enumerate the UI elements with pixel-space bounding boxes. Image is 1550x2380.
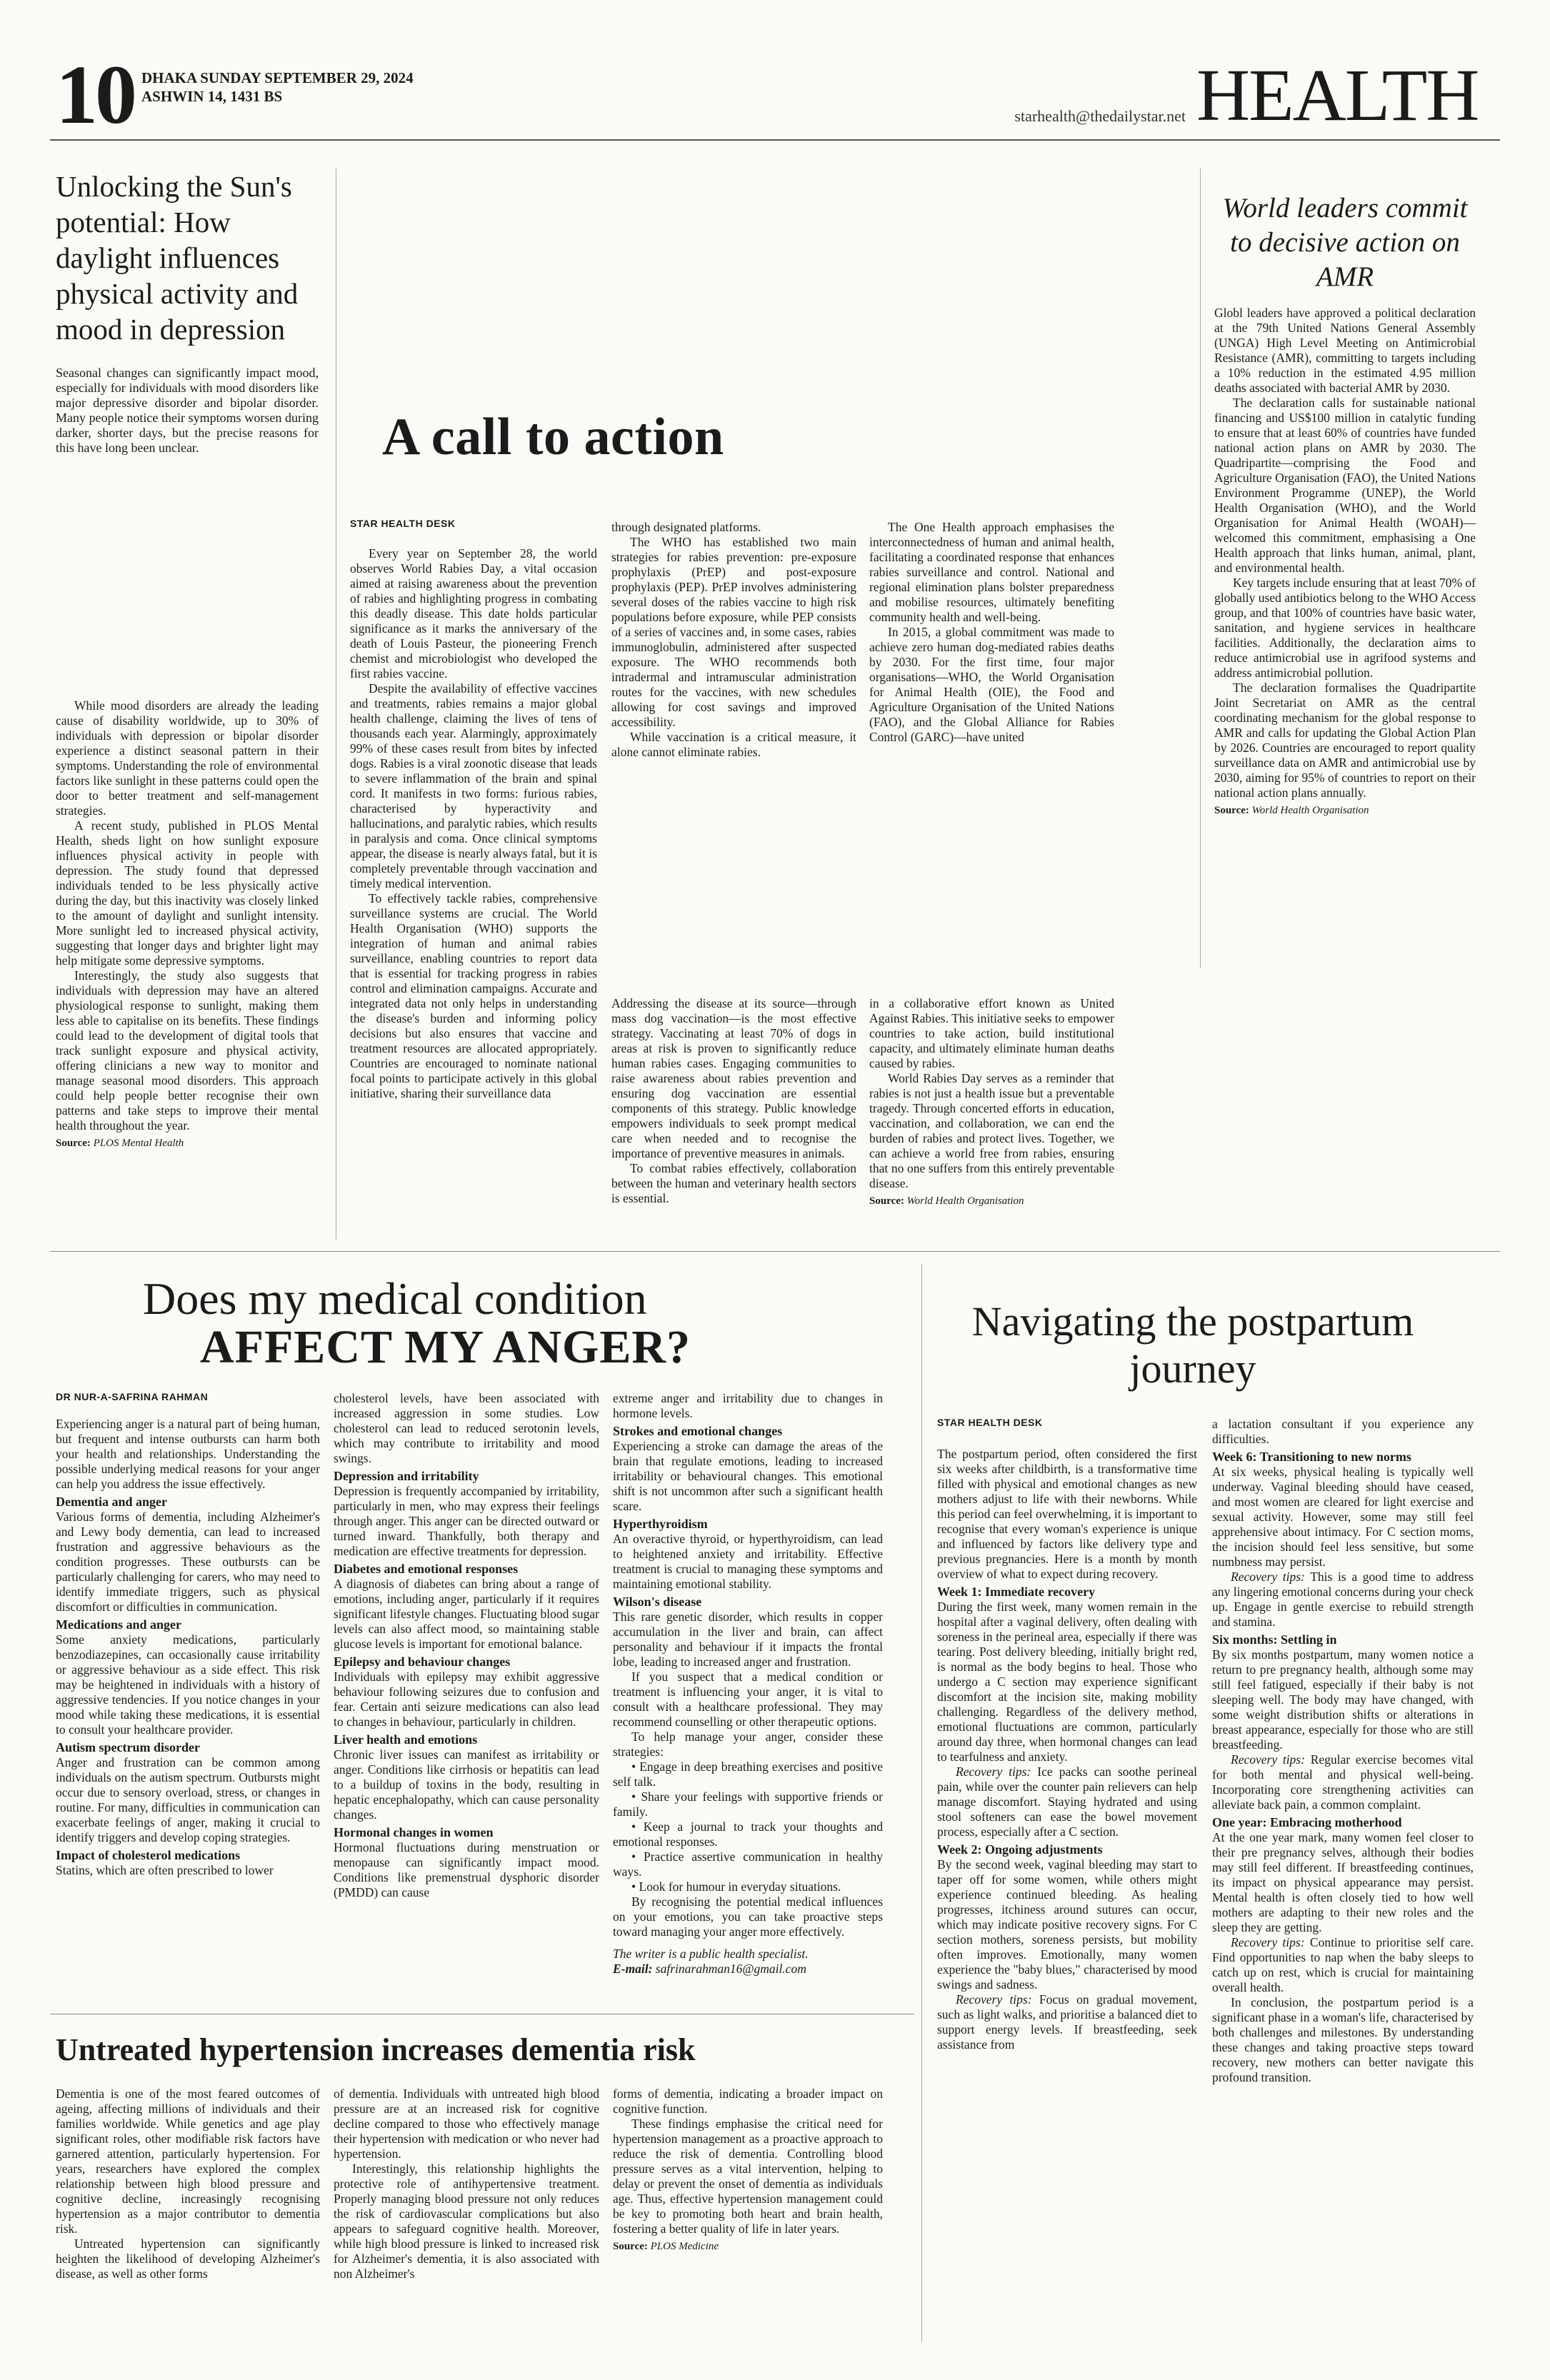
recovery-tips-label: Recovery tips: [956, 1992, 1032, 2007]
recovery-tips-text: Focus on gradual movement, such as light walks, and prioritise a balanced diet to support energy levels. If breastfeeding, seek assistance from [937, 1992, 1198, 2052]
paragraph: • Look for humour in everyday situations. [631, 1879, 841, 1894]
rabies-c1-p: Every year on September 28, the world observes World Rabies Day, a vital occasion aimed at raising awareness about the prevention of rabies and highlighting progress in combating this deadly disease. This date holds particular significance as it marks the anniversary of the death of Louis Pasteur, the pioneering French chemist and microbiologist who developed the first rabies vaccine. [350, 546, 597, 681]
recovery-tips-text: Continue to prioritise self care. Find opportunities to nap when the baby sleeps to catch up on rest, which is crucial for maintaining overall health. [1212, 1935, 1474, 1994]
hypertension-col-2 [334, 2087, 599, 2281]
anger-note: The writer is a public health specialist. [613, 1947, 809, 1961]
amr-source: Source: World Health Organisation [1214, 805, 1369, 816]
paragraph: Individuals with epilepsy may exhibit aggressive behaviour following seizures due to confusion and fear. Certain anti seizure medications can also lead to changes in behaviour, particularly in children. [334, 1669, 599, 1729]
paragraph: Chronic liver issues can manifest as irritability or anger. Conditions like cirrhosis or hepatitis can lead to a buildup of toxins in the body, resulting in hepatic encephalopathy, which can cause personality changes. [334, 1747, 599, 1822]
anger-col-2 [334, 1391, 599, 1900]
rabies-c3-p: In 2015, a global commitment was made to achieve zero human dog-mediated rabies deaths by 2030. For the first time, four major organisations—WHO, the World Organisation for Animal Health (OIE), the Food and Agriculture Organisation of the United Nations (FAO), and the Global Alliance for Rabies Control (GARC)—have united [869, 625, 1114, 744]
paragraph: During the first week, many women remain in the hospital after a vaginal delivery, often dealing with soreness in the perineal area, especially if there was tearing. Post delivery bleeding, initially bright red, is normal as the body begins to heal. Those who undergo a C section may experience significant discomfort at the incision site, making mobility challenging. Regardless of the delivery method, emotional fluctuations are common, particularly around day three, when hormonal changes can lead to tearfulness and anxiety. [937, 1600, 1197, 1764]
subheading: Wilson's disease [613, 1595, 702, 1609]
subheading: Six months: Settling in [1212, 1632, 1337, 1647]
subheading: Dementia and anger [56, 1495, 167, 1509]
hypertension-source: Source: PLOS Medicine [613, 2241, 719, 2252]
rabies-c2b-p: To combat rabies effectively, collaboration between the human and veterinary health sectors is essential. [611, 1161, 856, 1205]
rabies-col-3 [869, 520, 1114, 745]
subheading: Hyperthyroidism [613, 1517, 708, 1531]
recovery-tips-text: Ice packs can soothe perineal pain, while over the counter pain relievers can help manage discomfort. Staying hydrated and using stool softeners can ease the bowel movement process, especially after a C section. [937, 1764, 1197, 1839]
postpartum-col-2 [1212, 1417, 1474, 2085]
dateline-bs: ASHWIN 14, 1431 BS [141, 88, 283, 105]
amr-p2: The declaration calls for sustainable national financing and US$100 million in catalytic funding to ensure that at least 60% of countries have funded national action plans on AMR by 2030. The Quadripartite—comprising the Food and Agriculture Organisation (FAO), the United Nations Environment Programme (UNEP), the World Health Organisation (WHO), and the World Organisation for Animal Health (WOAH)—welcomed this commitment, emphasising a One Health approach that links human, animal, plant, and environmental health. [1214, 396, 1476, 575]
hypertension-p: of dementia. Individuals with untreated high blood pressure are at an increased risk for cognitive decline compared to those who effectively manage their hypertension with medication or who never had hypertension. [334, 2087, 599, 2161]
postpartum-col-2-body [1212, 1417, 1474, 2085]
paragraph: Anger and frustration can be common among individuals on the autism spectrum. Outbursts might occur due to sensory overload, stress, or changes in routine. For many, difficulties in communication can exacerbate feelings of anger, making it crucial to identify triggers and develop coping strategies. [56, 1755, 320, 1844]
rabies-c2-p: The WHO has established two main strategies for rabies prevention: pre-exposure prophylaxis (PrEP) and post-exposure prophylaxis (PEP). PrEP involves administering several doses of the rabies vaccine to high risk populations before exposure, while PEP consists of a series of vaccines and, in some cases, rabies immunoglobulin, administered after suspected exposure. The WHO recommends both intradermal and intramuscular administration routes for the vaccines, with new schedules allowing for cost savings and improved accessibility. [611, 535, 856, 729]
recovery-tips [1212, 1570, 1474, 1630]
column-rule [1200, 169, 1201, 968]
anger-headline-1: Does my medical condition [143, 1273, 647, 1324]
subheading: Depression and irritability [334, 1469, 479, 1483]
anger-headline-2: AFFECT MY ANGER? [200, 1321, 691, 1373]
paragraph: In conclusion, the postpartum period is a significant phase in a woman's life, characterised by both challenges and milestones. By understanding these changes and taking proactive steps toward recovery, new mothers can better navigate this profound transition. [1212, 1995, 1474, 2084]
sunlight-body [56, 698, 319, 1150]
rabies-source: Source: World Health Organisation [869, 1195, 1024, 1207]
hypertension-p: Interestingly, this relationship highlights the protective role of antihypertensive treatment. Properly managing blood pressure not only reduces the risk of cardiovascular complications but also appears to safeguard cognitive health. Moreover, while high blood pressure is linked to increased risk for Alzheimer's dementia, it is also associated with non Alzheimer's [334, 2161, 599, 2281]
subheading: Epilepsy and behaviour changes [334, 1655, 511, 1669]
paragraph: Depression is frequently accompanied by irritability, particularly in men, who may express their feelings through anger. This anger can be directed outward or turned inward. Thankfully, both therapy and medication are effective treatments for depression. [334, 1484, 599, 1558]
rabies-c3b-p: in a collaborative effort known as United Against Rabies. This initiative seeks to empower countries to take action, build institutional capacity, and ultimately eliminate human deaths caused by rabies. [869, 996, 1114, 1070]
page-number: 10 [56, 48, 134, 141]
sunlight-headline: Unlocking the Sun's potential: How daylight influences physical activity and mood in depression [56, 170, 299, 346]
paragraph: • Share your feelings with supportive friends or family. [613, 1789, 883, 1819]
rabies-c1-p: To effectively tackle rabies, comprehensive surveillance systems are crucial. The World Health Organisation (WHO) supports the integration of human and animal rabies surveillance, enabling countries to report data that is essential for tracking progress in rabies control and elimination campaigns. Accurate and integrated data not only helps in understanding the disease's burden and informing policy decisions but also ensures that vaccine and treatment resources are allocated appropriately. Countries are encouraged to nominate national focal points to participate actively in this global initiative, sharing their surveillance data [350, 891, 597, 1100]
postpartum-byline: STAR HEALTH DESK [937, 1417, 1043, 1428]
amr-p3: Key targets include ensuring that at least 70% of globally used antibiotics belong to the WHO Access group, and that 100% of countries have basic water, sanitation, and hygiene services in healthcare facilities. Additionally, the declaration aims to reduce antimicrobial use in agrifood systems and address antimicrobial pollution. [1214, 576, 1476, 680]
postpartum-headline: Navigating the postpartum journey [971, 1298, 1414, 1392]
anger-col-3-body [613, 1391, 883, 1939]
paragraph: Various forms of dementia, including Alzheimer's and Lewy body dementia, can lead to increased frustration and aggressive behaviours as the condition progresses. These outbursts can be particularly challenging for carers, who may need to identify immediate triggers, such as physical discomfort or difficulties in communication. [56, 1510, 320, 1614]
paragraph: The postpartum period, often considered the first six weeks after childbirth, is a transformative time filled with physical and emotional changes as new mothers adjust to life with their newborns. While this period can feel overwhelming, it is important to recognise that every woman's experience is unique and influenced by factors like delivery type and previous pregnancies. Here is a month by month overview of what to expect during recovery. [937, 1447, 1198, 1581]
paragraph: a lactation consultant if you experience any difficulties. [1212, 1417, 1474, 1446]
anger-col-1-body [56, 1417, 320, 1878]
rabies-c2b-p: Addressing the disease at its source—through mass dog vaccination—is the most effective strategy. Vaccinating at least 70% of dogs in areas at risk is proven to significantly reduce human rabies cases. Engaging communities to raise awareness about rabies prevention and ensuring dog vaccination are essential components of this strategy. Public knowledge empowers individuals to seek prompt medical care when needed and to recognise the importance of preventive measures in animals. [611, 996, 856, 1160]
hypertension-col-3 [613, 2087, 883, 2253]
recovery-tips-label: Recovery tips: [956, 1764, 1031, 1779]
paragraph: • Keep a journal to track your thoughts and emotional responses. [613, 1819, 883, 1849]
paragraph: • Engage in deep breathing exercises and positive self talk. [613, 1759, 883, 1789]
subheading: Liver health and emotions [334, 1732, 478, 1747]
paragraph: By the second week, vaginal bleeding may start to taper off for some women, while others might experience continued bleeding. As healing progresses, itchiness around sutures can occur, which may indicate positive recovery signs. For C section mothers, soreness persists, but mobility often improves. Emotionally, many women experience the "baby blues," characterised by mood swings and sadness. [937, 1857, 1197, 1992]
column-rule [921, 1264, 922, 2342]
rabies-col-2 [611, 520, 856, 760]
recovery-tips-label: Recovery tips: [1231, 1570, 1305, 1584]
recovery-tips-text: This is a good time to address any lingering emotional concerns during your check up. Engage in gentle exercise to rebuild strength and stamina. [1212, 1570, 1474, 1629]
paragraph: At six weeks, physical healing is typically well underway. Vaginal bleeding should have ceased, and most women are cleared for light exercise and sexual activity. However, some may still feel apprehensive about intimacy. For C section moms, the incision should feel less sensitive, but some numbness may persist. [1212, 1465, 1474, 1569]
paragraph: • Practice assertive communication in healthy ways. [613, 1849, 883, 1879]
hypertension-p: These findings emphasise the critical need for hypertension management as a proactive approach to reduce the risk of dementia. Controlling blood pressure serves as a vital intervention, helping to delay or prevent the onset of dementia as individuals age. Thus, effective hypertension management could be key to promoting both heart and brain health, fostering a better quality of life in later years. [613, 2117, 883, 2236]
rabies-c1-p: Despite the availability of effective vaccines and treatments, rabies remains a major global health challenge, claiming the lives of tens of thousands each year. Alarmingly, approximately 99% of these cases result from bites by infected dogs. Rabies is a viral zoonotic disease that leads to severe inflammation of the brain and spinal cord. It manifests in two forms: furious rabies, characterised by hyperactivity and hallucinations, and paralytic rabies, which results in paralysis and coma. Once clinical symptoms appear, the disease is nearly always fatal, but it is completely preventable through vaccination and timely medical intervention. [350, 681, 597, 890]
section-email[interactable]: starhealth@thedailystar.net [1014, 107, 1186, 125]
postpartum-col-1-body [937, 1447, 1197, 2052]
sunlight-p1: While mood disorders are already the leading cause of disability worldwide, up to 30% of individuals with depression or bipolar disorder experience a distinct seasonal pattern in their symptoms. Understanding the role of environmental factors like sunlight in these patterns could open the door to better treatment and self-management strategies. [56, 698, 319, 818]
anger-byline: DR NUR-A-SAFRINA RAHMAN [56, 1391, 209, 1402]
recovery-tips-label: Recovery tips: [1231, 1935, 1305, 1949]
rabies-c3b-p: World Rabies Day serves as a reminder that rabies is not just a health issue but a preventable tragedy. Through concerted efforts in education, vaccination, and collaboration, we can end the burden of rabies and protect lives. Together, we can achieve a world free from rabies, ensuring that no one suffers from this entirely preventable disease. [869, 1071, 1114, 1190]
subheading: Strokes and emotional changes [613, 1424, 783, 1438]
paragraph: By recognising the potential medical influences on your emotions, you can take proactive steps toward managing your anger more effectively. [613, 1894, 883, 1939]
sunlight-intro: Seasonal changes can significantly impact mood, especially for individuals with mood disorders like major depressive disorder and bipolar disorder. Many people notice their symptoms worsen during darker, shorter days, but the precise reasons for this have long been unclear. [56, 366, 319, 455]
recovery-tips-label: Recovery tips: [1231, 1752, 1305, 1767]
recovery-tips [937, 1992, 1197, 2052]
hypertension-p: forms of dementia, indicating a broader impact on cognitive function. [613, 2087, 883, 2116]
sunlight-article [56, 169, 319, 456]
paragraph: Hormonal fluctuations during menstruation or menopause can significantly impact mood. Conditions like premenstrual dysphoric disorder (PMDD) can cause [334, 1840, 599, 1899]
rabies-col-2b [611, 996, 856, 1206]
paragraph: To help manage your anger, consider these strategies: [613, 1729, 883, 1759]
paragraph: By six months postpartum, many women notice a return to pre pregnancy health, although some may still feel fatigued, especially if their baby is not sleeping well. The body may have changed, with some weight distribution shifts or alterations in breast appearance, especially for those who are still breastfeeding. [1212, 1647, 1474, 1752]
subheading: Week 2: Ongoing adjustments [937, 1842, 1103, 1857]
subheading: One year: Embracing motherhood [1212, 1815, 1402, 1829]
sunlight-p3: Interestingly, the study also suggests that individuals with depression may have an altered physiological response to sunlight, making them less able to capitalise on its benefits. These findings could lead to the development of digital tools that track sunlight exposure and physical activity, offering clinicians a new way to monitor and manage seasonal mood disorders. This approach could help people better recognise their own patterns and take steps to improve their mental health throughout the year. [56, 968, 319, 1133]
rabies-headline: A call to action [382, 408, 724, 466]
recovery-tips [1212, 1935, 1474, 1995]
paragraph: Experiencing a stroke can damage the areas of the brain that regulate emotions, leading to increased irritability or behavioural changes. This emotional shift is not uncommon after such a significant health scare. [613, 1439, 883, 1513]
amr-headline: World leaders commit to decisive action on AMR [1222, 193, 1468, 292]
paragraph: extreme anger and irritability due to changes in hormone levels. [613, 1391, 883, 1420]
paragraph: Some anxiety medications, particularly benzodiazepines, can occasionally cause irritability or aggressive behaviour as a side effect. This risk may be heightened in individuals with a history of aggressive tendencies. If you notice changes in your mood while taking these medications, it is essential to consult your healthcare provider. [56, 1632, 320, 1737]
amr-p1: Globl leaders have approved a political declaration at the 79th United Nations General Assembly (UNGA) High Level Meeting on Antimicrobial Resistance (AMR), committing to targets including a 10% reduction in the estimated 4.95 million deaths associated with bacterial AMR by 2030. [1214, 306, 1476, 395]
hypertension-col-1 [56, 2087, 320, 2281]
amr-p4: The declaration formalises the Quadripartite Joint Secretariat on AMR as the central coordinating mechanism for the global response to AMR and calls for updating the Global Action Plan by 2026. Countries are encouraged to report quality surveillance data on AMR and antimicrobial use by 2030, aiming for 95% of countries to report on their national action plans annually. [1214, 681, 1476, 800]
recovery-tips-text: Regular exercise becomes vital for both mental and physical well-being. Incorporating core strengthening activities can alleviate back pain, a common complaint. [1212, 1752, 1474, 1812]
sunlight-source: Source: PLOS Mental Health [56, 1138, 184, 1149]
amr-article [1214, 191, 1476, 817]
subheading: Diabetes and emotional responses [334, 1562, 519, 1576]
subheading: Impact of cholesterol medications [56, 1848, 241, 1862]
rabies-c3-p: The One Health approach emphasises the interconnectedness of human and animal health, facilitating a coordinated response that enhances rabies surveillance and control. National and regional elimination plans bolster preparedness and mobilise resources, ultimately benefiting community health and well-being. [869, 520, 1114, 624]
rabies-c2-p: While vaccination is a critical measure, it alone cannot eliminate rabies. [611, 730, 856, 759]
rabies-c2-p: through designated platforms. [611, 520, 761, 534]
section-title: HEALTH [1196, 54, 1479, 136]
paragraph: An overactive thyroid, or hyperthyroidism, can lead to heightened anxiety and irritability. Effective treatment is crucial to managing these symptoms and maintaining emotional stability. [613, 1532, 883, 1591]
paragraph: At the one year mark, many women feel closer to their pre pregnancy selves, although their bodies may still feel different. If breastfeeding continues, its impact on physical appearance may persist. Mental health is often closely tied to how well mothers are adapting to their new roles and the sleep they are getting. [1212, 1830, 1474, 1934]
paragraph: Statins, which are often prescribed to lower [56, 1863, 274, 1877]
sunlight-p2: A recent study, published in PLOS Mental Health, sheds light on how sunlight exposure influences physical activity in people with depression. The study found that depressed individuals tended to be less physically active during the day, but this inactivity was closely linked to the amount of daylight and sunlight intensity. More sunlight led to increased physical activity, suggesting that longer days and brighter light may help mitigate some depressive symptoms. [56, 818, 319, 968]
masthead-rule [50, 139, 1500, 141]
recovery-tips [1212, 1752, 1474, 1812]
rabies-col-3b [869, 996, 1114, 1207]
hypertension-headline: Untreated hypertension increases dementia risk [56, 2032, 696, 2067]
dateline: DHAKA SUNDAY SEPTEMBER 29, 2024 [141, 69, 414, 86]
subheading: Medications and anger [56, 1617, 182, 1632]
subheading: Week 6: Transitioning to new norms [1212, 1450, 1411, 1464]
postpartum-col-1 [937, 1417, 1197, 2052]
anger-col-1 [56, 1391, 320, 1878]
paragraph: A diagnosis of diabetes can bring about a range of emotions, including anger, particularly if it requires significant lifestyle changes. Fluctuating blood sugar levels can also affect mood, so maintaining stable glucose levels is important for emotional balance. [334, 1577, 599, 1651]
subheading: Week 1: Immediate recovery [937, 1585, 1096, 1599]
masthead [0, 0, 1550, 143]
paragraph: This rare genetic disorder, which results in copper accumulation in the liver and brain, can affect personality and behaviour if it impacts the frontal lobe, leading to increased anger and frustration. [613, 1610, 883, 1669]
rabies-byline: STAR HEALTH DESK [350, 518, 456, 529]
rabies-col-1 [350, 518, 597, 1101]
hypertension-p: Untreated hypertension can significantly heighten the likelihood of developing Alzheimer's disease, as well as other forms [56, 2236, 320, 2281]
paragraph: Experiencing anger is a natural part of being human, but frequent and intense outbursts can harm both your health and relationships. Understanding the possible underlying medical reasons for your anger can help you address the issue effectively. [56, 1417, 320, 1491]
paragraph: If you suspect that a medical condition or treatment is influencing your anger, it is vital to consult with a healthcare professional. They may recommend counselling or other therapeutic options. [613, 1669, 883, 1729]
subheading: Autism spectrum disorder [56, 1740, 200, 1754]
paragraph: cholesterol levels, have been associated with increased aggression in some studies. Low cholesterol can lead to reduced serotonin levels, which may contribute to irritability and mood swings. [334, 1391, 599, 1465]
anger-email: E-mail: safrinarahman16@gmail.com [613, 1962, 806, 1976]
anger-col-2-body [334, 1391, 599, 1900]
recovery-tips [937, 1764, 1197, 1839]
anger-col-3 [613, 1391, 883, 1977]
section-rule [50, 1251, 1500, 1252]
subheading: Hormonal changes in women [334, 1825, 494, 1839]
hypertension-p: Dementia is one of the most feared outcomes of ageing, affecting millions of individuals and their families worldwide. While genetics and age play significant roles, other modifiable risk factors have garnered attention, particularly hypertension. For years, researchers have explored the complex relationship between high blood pressure and cognitive decline, increasingly recognising hypertension as a major contributor to dementia risk. [56, 2087, 320, 2236]
